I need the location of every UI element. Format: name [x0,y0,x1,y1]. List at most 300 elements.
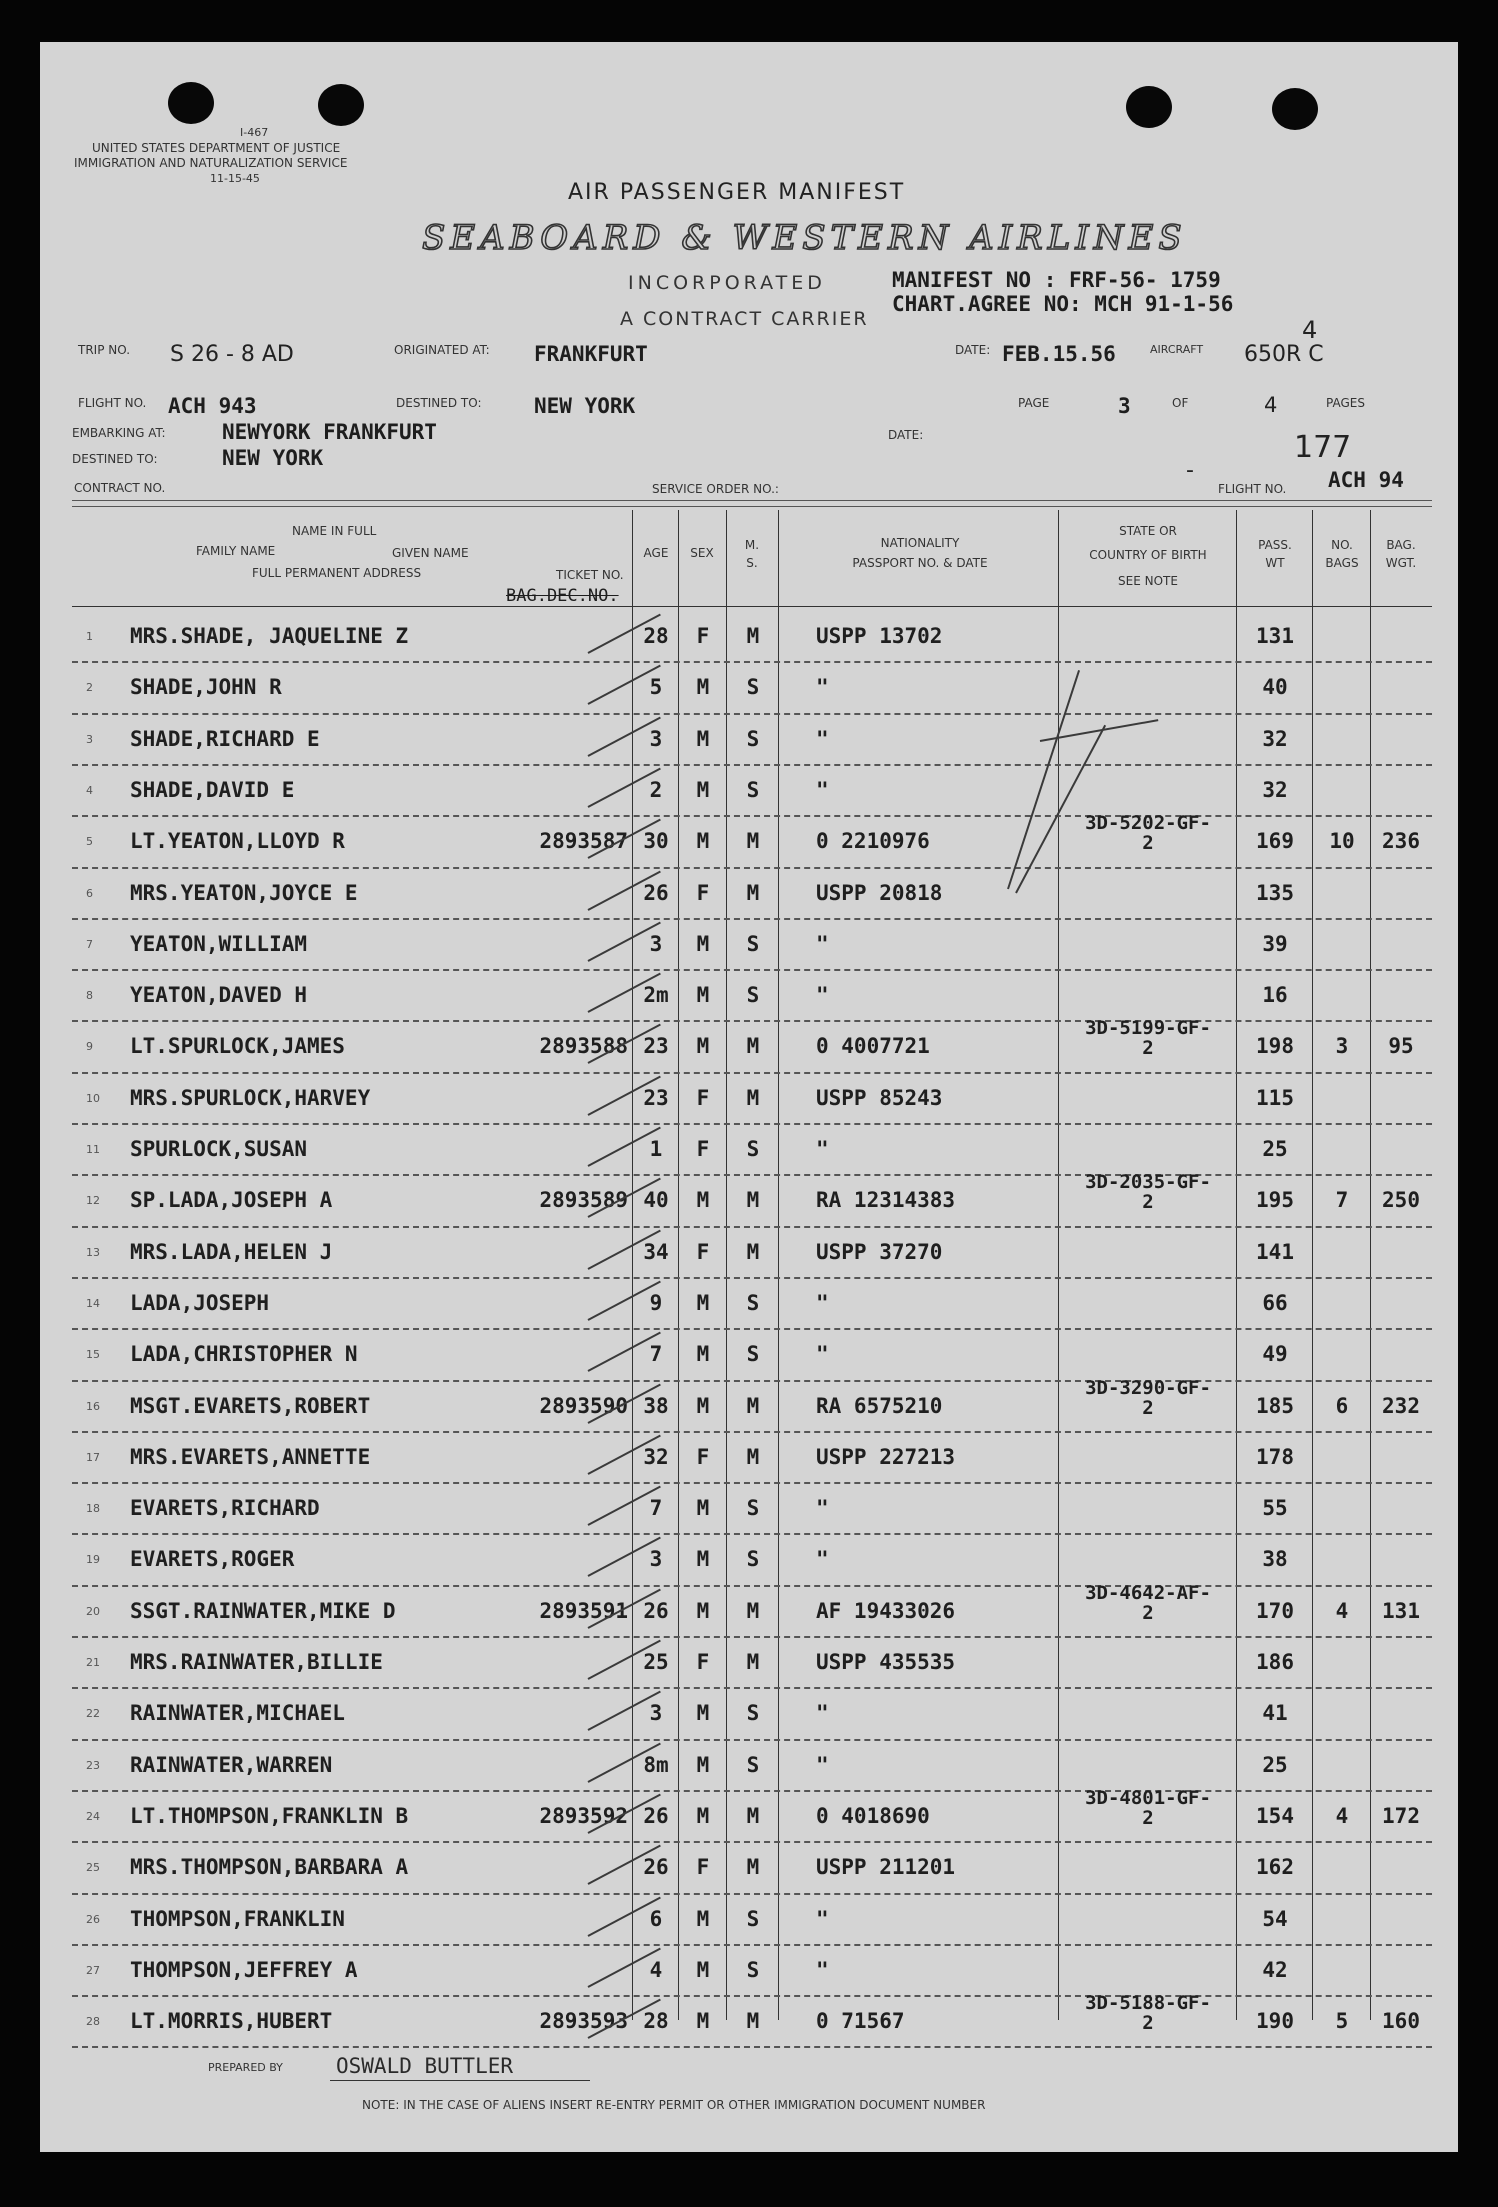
row-wt: 55 [1262,1496,1288,1521]
row-ticket: 2893588 [539,1034,628,1059]
row-wt: 40 [1262,675,1288,700]
row-ms: S [746,1752,760,1777]
row-name: MRS.RAINWATER,BILLIE [130,1650,383,1674]
row-sex: M [696,1393,710,1418]
row-passport: USPP 227213 [816,1444,956,1469]
row-wt: 25 [1262,1752,1288,1777]
col-rule [726,510,727,2020]
col-see-note: SEE NOTE [1118,574,1178,588]
row-name: SHADE,DAVID E [130,777,295,802]
row-passport: " [816,1342,829,1367]
row-name: LT.YEATON,LLOYD R [130,829,345,854]
row-divider [72,1072,1432,1074]
contract-label: CONTRACT NO. [74,481,166,495]
row-passport: " [816,1496,829,1521]
row-passport: " [816,1137,829,1161]
row-sex: M [696,777,710,802]
dash-mark: - [1186,458,1194,483]
row-ms: M [746,1188,760,1213]
row-name: YEATON,WILLIAM [130,931,308,956]
row-sex: M [696,1701,710,1726]
row-sex: F [696,624,710,648]
row-ms: M [746,1393,760,1418]
row-divider [72,1687,1432,1689]
row-sex: M [696,1906,710,1931]
charter-agreement: CHART.AGREE NO: MCH 91-1-56 [892,292,1234,316]
row-sex: M [696,1342,710,1367]
row-ticket: 2893590 [539,1393,628,1418]
row-ms: S [746,1342,760,1367]
col-bag-wgt: WGT. [1385,556,1417,570]
row-age: 40 [643,1188,669,1213]
originated-label: ORIGINATED AT: [394,343,490,357]
date-label: DATE: [955,343,991,357]
row-sex: F [696,1137,710,1161]
row-passport: USPP 435535 [816,1650,956,1674]
row-divider [72,764,1432,766]
row-age: 38 [643,1393,669,1418]
punch-hole [1272,88,1318,130]
row-bags: 3 [1335,1034,1349,1059]
col-sex: SEX [690,546,714,560]
row-passport: USPP 37270 [816,1239,943,1264]
row-wt: 41 [1262,1701,1288,1726]
manifest-number: MANIFEST NO : FRF-56- 1759 [892,268,1221,292]
row-passport: " [816,1752,829,1777]
col-rule [1236,510,1237,2020]
row-n: 12 [86,1194,100,1208]
row-ms: M [746,829,760,854]
row-n: 1 [86,630,93,643]
row-n: 24 [86,1809,100,1823]
row-divider [72,1226,1432,1228]
row-birth: 3D-2035-GF- 2 [1085,1171,1211,1214]
row-divider [72,1328,1432,1330]
col-rule [1312,510,1313,2020]
row-sex: M [696,1598,710,1623]
row-age: 23 [643,1085,669,1110]
row-name: RAINWATER,MICHAEL [130,1701,345,1726]
row-passport: " [816,1957,829,1982]
row-wt: 195 [1256,1188,1294,1213]
column-header-rule [72,606,1432,607]
row-bagwgt: 232 [1382,1393,1420,1418]
row-name: RAINWATER,WARREN [130,1752,333,1777]
destined2-label: DESTINED TO: [72,452,158,466]
row-age: 26 [643,880,669,905]
row-sex: F [696,1650,710,1674]
embarking-label: EMBARKING AT: [72,426,166,440]
row-wt: 169 [1256,829,1294,854]
col-ms-2: S. [746,556,758,570]
row-age: 26 [643,1803,669,1828]
row-n: 23 [86,1758,100,1772]
row-divider [72,1533,1432,1535]
row-ms: M [746,1650,760,1674]
row-n: 28 [86,2015,100,2029]
row-name: THOMPSON,FRANKLIN [130,1906,345,1931]
row-passport: USPP 211201 [816,1855,956,1880]
row-age: 3 [649,931,663,956]
header-rule [72,500,1432,501]
row-ms: S [746,1290,760,1315]
row-ms: M [746,1444,760,1469]
row-n: 9 [86,1040,93,1054]
row-passport: 0 2210976 [816,829,930,854]
row-age: 9 [649,1290,663,1315]
row-birth: 3D-3290-GF- 2 [1085,1376,1211,1419]
row-wt: 178 [1256,1444,1294,1469]
row-bags: 10 [1329,829,1355,854]
row-sex: F [696,880,710,905]
row-bagwgt: 172 [1382,1803,1420,1828]
row-bags: 7 [1335,1188,1349,1213]
row-wt: 185 [1256,1393,1294,1418]
row-n: 7 [86,937,93,951]
row-ms: S [746,931,760,956]
row-age: 3 [649,1547,663,1572]
col-rule [778,510,779,2020]
row-ms: M [746,1803,760,1828]
row-n: 18 [86,1502,100,1516]
row-bags: 5 [1335,2009,1349,2034]
row-passport: RA 12314383 [816,1188,956,1213]
row-ticket: 2893591 [539,1598,628,1623]
row-sex: M [696,1496,710,1521]
row-sex: M [696,931,710,956]
row-passport: USPP 13702 [816,624,943,648]
row-age: 28 [643,624,669,648]
airline-name: SEABOARD & WESTERN AIRLINES [422,218,1187,258]
row-n: 4 [86,783,93,797]
aircraft-handwritten: 4 [1302,316,1318,344]
row-divider [72,661,1432,663]
col-nationality: NATIONALITY [880,536,960,550]
row-wt: 190 [1256,2009,1294,2034]
prepared-by-rule [330,2080,590,2081]
row-passport: AF 19433026 [816,1598,956,1623]
row-name: MRS.LADA,HELEN J [130,1239,333,1264]
row-ms: S [746,1957,760,1982]
row-name: MRS.SPURLOCK,HARVEY [130,1085,371,1110]
row-passport: RA 6575210 [816,1393,943,1418]
originated-value: FRANKFURT [534,342,648,366]
row-divider [72,1739,1432,1741]
col-pass: PASS. [1258,538,1292,552]
row-wt: 25 [1262,1137,1288,1161]
row-divider [72,1841,1432,1843]
row-birth: 3D-4801-GF- 2 [1085,1786,1211,1829]
row-sex: M [696,1290,710,1315]
col-ticket: TICKET NO. [556,568,624,582]
row-name: LT.SPURLOCK,JAMES [130,1034,345,1059]
row-name: SSGT.RAINWATER,MIKE D [130,1598,396,1623]
row-passport: 0 4018690 [816,1803,930,1828]
row-passport: " [816,726,829,751]
row-n: 6 [86,886,93,900]
handwritten-177: 177 [1294,430,1352,465]
row-wt: 141 [1256,1239,1294,1264]
row-name: MRS.THOMPSON,BARBARA A [130,1855,409,1880]
row-sex: M [696,726,710,751]
row-passport: USPP 20818 [816,880,943,905]
row-divider [72,1636,1432,1638]
row-n: 11 [86,1143,100,1156]
prepared-by-label: PREPARED BY [208,2061,283,2074]
row-wt: 162 [1256,1855,1294,1880]
row-age: 7 [649,1496,663,1521]
row-bagwgt: 95 [1388,1034,1414,1059]
row-sex: M [696,675,710,700]
row-sex: M [696,1547,710,1572]
row-name: SHADE,RICHARD E [130,726,320,751]
row-ticket: 2893592 [539,1803,628,1828]
trip-no-label: TRIP NO. [78,343,131,357]
row-ms: S [746,1906,760,1931]
col-wt: WT [1265,556,1285,570]
row-age: 5 [649,675,663,700]
row-name: MRS.YEATON,JOYCE E [130,880,358,905]
col-bag-dec: BAG.DEC.NO. [506,586,619,606]
flight-no-value: ACH 943 [168,394,257,418]
col-ms-1: M. [744,538,760,552]
row-wt: 32 [1262,777,1288,802]
row-n: 26 [86,1912,100,1926]
form-number: I-467 [240,126,269,139]
destined-value: NEW YORK [534,394,636,418]
row-n: 17 [86,1450,100,1464]
row-ms: M [746,1855,760,1880]
col-address: FULL PERMANENT ADDRESS [252,566,422,580]
row-birth: 3D-5199-GF- 2 [1085,1017,1211,1060]
col-rule [678,510,679,2020]
row-sex: M [696,1034,710,1059]
row-n: 20 [86,1604,100,1618]
row-n: 22 [86,1707,100,1721]
row-n: 5 [86,835,93,849]
col-country-birth: COUNTRY OF BIRTH [1089,548,1207,562]
row-bagwgt: 131 [1382,1598,1420,1623]
row-name: LT.THOMPSON,FRANKLIN B [130,1803,409,1828]
row-n: 16 [86,1399,100,1413]
row-n: 21 [86,1656,100,1669]
agency-line2: IMMIGRATION AND NATURALIZATION SERVICE [74,156,348,170]
row-sex: M [696,2009,710,2034]
row-divider [72,2046,1432,2048]
alien-note: NOTE: IN THE CASE OF ALIENS INSERT RE-ENTRY PERMIT OR OTHER IMMIGRATION DOCUMENT NUMBER [362,2098,986,2112]
col-rule [1370,510,1371,2020]
row-age: 1 [649,1137,663,1161]
page-label: PAGE [1018,396,1050,410]
row-sex: F [696,1085,710,1110]
row-age: 28 [643,2009,669,2034]
row-passport: 0 4007721 [816,1034,930,1059]
row-sex: M [696,1957,710,1982]
row-name: LT.MORRIS,HUBERT [130,2009,333,2034]
row-passport: " [816,931,829,956]
flight-no2-label: FLIGHT NO. [1218,482,1287,496]
row-age: 26 [643,1598,669,1623]
row-age: 8m [643,1752,669,1777]
row-name: LADA,CHRISTOPHER N [130,1342,358,1367]
row-sex: M [696,1188,710,1213]
row-sex: M [696,1752,710,1777]
col-given-name: GIVEN NAME [392,546,469,560]
row-passport: " [816,1290,829,1315]
row-ms: S [746,1137,760,1161]
row-name: EVARETS,RICHARD [130,1496,320,1521]
row-passport: " [816,1547,829,1572]
punch-hole [318,84,364,126]
form-revision: 11-15-45 [210,172,260,185]
row-wt: 135 [1256,880,1294,905]
row-wt: 131 [1256,624,1294,648]
row-ms: M [746,1598,760,1623]
row-passport: USPP 85243 [816,1085,943,1110]
row-divider [72,1277,1432,1279]
row-name: MSGT.EVARETS,ROBERT [130,1393,371,1418]
col-age: AGE [643,546,669,560]
of-label: OF [1172,396,1189,410]
row-divider [72,1123,1432,1125]
row-passport: " [816,675,829,700]
aircraft-label: AIRCRAFT [1150,343,1204,356]
col-passport: PASSPORT NO. & DATE [852,556,988,570]
row-wt: 115 [1256,1085,1294,1110]
row-wt: 49 [1262,1342,1288,1367]
row-n: 27 [86,1963,100,1977]
col-rule [632,510,633,2020]
row-birth: 3D-5202-GF- 2 [1085,812,1211,855]
prepared-by-value: OSWALD BUTTLER [336,2054,514,2078]
row-n: 14 [86,1296,100,1310]
row-n: 3 [86,732,93,746]
col-name-title: NAME IN FULL [292,524,377,538]
row-sex: F [696,1239,710,1264]
row-divider [72,918,1432,920]
row-sex: M [696,1803,710,1828]
row-passport: " [816,1906,829,1931]
row-age: 3 [649,1701,663,1726]
col-no: NO. [1331,538,1353,552]
col-state: STATE OR [1119,524,1177,538]
row-ms: S [746,983,760,1008]
row-ms: M [746,880,760,905]
row-age: 25 [643,1650,669,1674]
row-ms: M [746,1085,760,1110]
row-divider [72,713,1432,715]
row-bagwgt: 236 [1382,829,1420,854]
row-passport: " [816,1701,829,1726]
row-age: 3 [649,726,663,751]
col-bags: BAGS [1325,556,1359,570]
row-birth: 3D-4642-AF- 2 [1085,1581,1211,1624]
row-age: 23 [643,1034,669,1059]
row-wt: 170 [1256,1598,1294,1623]
row-sex: F [696,1444,710,1469]
row-age: 32 [643,1444,669,1469]
punch-hole [168,82,214,124]
of-value: 4 [1264,393,1278,417]
row-n: 2 [86,681,93,695]
row-age: 7 [649,1342,663,1367]
row-age: 2m [643,983,669,1008]
page-value: 3 [1118,394,1131,418]
row-age: 26 [643,1855,669,1880]
row-ms: S [746,777,760,802]
row-name: SP.LADA,JOSEPH A [130,1188,333,1213]
row-name: MRS.EVARETS,ANNETTE [130,1444,371,1469]
row-age: 30 [643,829,669,854]
row-birth: 3D-5188-GF- 2 [1085,1992,1211,2035]
flight-no-label: FLIGHT NO. [78,396,147,410]
row-wt: 198 [1256,1034,1294,1059]
row-ms: S [746,1701,760,1726]
row-n: 15 [86,1348,100,1362]
destined2-value: NEW YORK [222,446,324,470]
header-rule [72,506,1432,507]
row-n: 8 [86,989,93,1003]
punch-hole [1126,86,1172,128]
row-name: YEATON,DAVED H [130,983,308,1008]
pages-label: PAGES [1326,396,1365,410]
row-sex: M [696,829,710,854]
row-ticket: 2893589 [539,1188,628,1213]
row-ms: M [746,1034,760,1059]
row-sex: M [696,983,710,1008]
col-bag: BAG. [1386,538,1416,552]
row-passport: 0 71567 [816,2009,905,2034]
row-wt: 66 [1262,1290,1288,1315]
row-ms: S [746,726,760,751]
row-bagwgt: 160 [1382,2009,1420,2034]
row-ms: S [746,675,760,700]
row-divider [72,1431,1432,1433]
row-name: THOMPSON,JEFFREY A [130,1957,358,1982]
row-bagwgt: 250 [1382,1188,1420,1213]
trip-no-value: S 26 - 8 AD [170,342,294,367]
row-n: 19 [86,1553,100,1567]
flight-no2-value: ACH 94 [1328,468,1404,492]
row-ms: M [746,1239,760,1264]
row-ticket: 2893587 [539,829,628,854]
row-divider [72,867,1432,869]
row-ms: S [746,1547,760,1572]
document-title: AIR PASSENGER MANIFEST [568,180,906,205]
row-bags: 4 [1335,1598,1349,1623]
row-age: 2 [649,777,663,802]
row-wt: 54 [1262,1906,1288,1931]
row-ms: M [746,624,760,648]
row-name: SPURLOCK,SUSAN [130,1137,308,1161]
row-n: 13 [86,1245,100,1259]
date-value: FEB.15.56 [1002,342,1116,366]
row-name: EVARETS,ROGER [130,1547,295,1572]
row-wt: 38 [1262,1547,1288,1572]
row-age: 6 [649,1906,663,1931]
row-n: 25 [86,1861,100,1875]
row-name: LADA,JOSEPH [130,1290,270,1315]
date2-label: DATE: [888,428,924,442]
row-sex: F [696,1855,710,1880]
row-n: 10 [86,1091,100,1105]
row-wt: 16 [1262,983,1288,1008]
row-ms: S [746,1496,760,1521]
agency-line1: UNITED STATES DEPARTMENT OF JUSTICE [92,141,341,155]
row-age: 34 [643,1239,669,1264]
row-age: 4 [649,1957,663,1982]
row-name: MRS.SHADE, JAQUELINE Z [130,624,409,648]
